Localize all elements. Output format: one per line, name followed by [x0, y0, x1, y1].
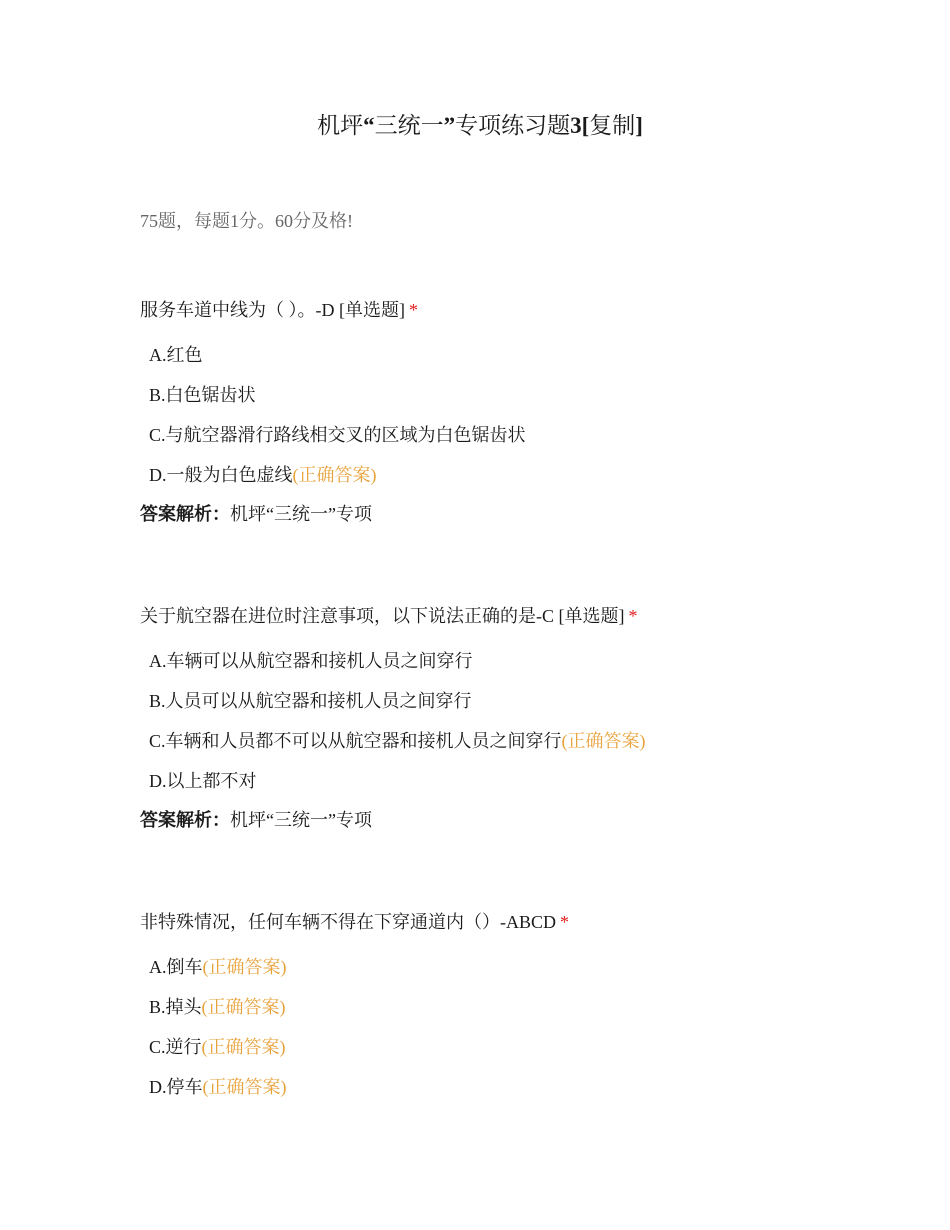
option-a[interactable] — [149, 649, 820, 673]
analysis-label: 答案解析： — [140, 810, 230, 830]
option-c[interactable] — [149, 423, 820, 447]
question-2 — [140, 604, 820, 832]
option-a[interactable] — [149, 955, 820, 979]
option-b[interactable] — [149, 995, 820, 1019]
option-label: C.车辆和人员都不可以从航空器和接机人员之间穿行 — [149, 731, 562, 751]
answer-analysis — [140, 502, 820, 526]
page-title — [140, 111, 820, 141]
option-list — [140, 955, 820, 1099]
question-text — [140, 910, 820, 934]
option-c[interactable] — [149, 1035, 820, 1059]
required-mark: * — [628, 606, 638, 626]
option-label: D.一般为白色虚线 — [149, 465, 293, 485]
title-text-2: 三统一 — [374, 113, 444, 138]
option-d[interactable] — [149, 769, 820, 793]
question-text — [140, 298, 820, 322]
title-number: 3[ — [570, 113, 590, 138]
option-d[interactable] — [149, 1075, 820, 1099]
option-label: B.人员可以从航空器和接机人员之间穿行 — [149, 691, 472, 711]
correct-answer-mark: (正确答案) — [201, 1037, 286, 1057]
option-list — [140, 649, 820, 793]
option-label: B.白色锯齿状 — [149, 385, 256, 405]
option-label: B.掉头 — [149, 997, 202, 1017]
required-mark: * — [560, 912, 570, 932]
survey-description: 75题，每题1分。60分及格! — [140, 211, 353, 231]
title-quote-close: ” — [443, 113, 456, 138]
question-1 — [140, 298, 820, 526]
title-bracket-close: ] — [635, 113, 643, 138]
option-d[interactable] — [149, 463, 820, 487]
option-b[interactable] — [149, 383, 820, 407]
analysis-label: 答案解析： — [140, 504, 230, 524]
question-stem: 服务车道中线为（ ）。-D [单选题] — [140, 300, 405, 320]
option-label: D.以上都不对 — [149, 771, 257, 791]
question-text — [140, 604, 820, 628]
option-a[interactable] — [149, 343, 820, 367]
option-b[interactable] — [149, 689, 820, 713]
option-label: D.停车 — [149, 1077, 203, 1097]
title-text-1: 机坪 — [317, 113, 364, 138]
question-3 — [140, 910, 820, 1115]
correct-answer-mark: (正确答案) — [201, 997, 286, 1017]
option-label: A.红色 — [149, 345, 203, 365]
answer-analysis — [140, 808, 820, 832]
option-label: A.倒车 — [149, 957, 203, 977]
analysis-text: 机坪“三统一”专项 — [230, 810, 372, 830]
correct-answer-mark: (正确答案) — [202, 1077, 287, 1097]
title-text-3: 专项练习题 — [455, 113, 571, 138]
option-c[interactable] — [149, 729, 820, 753]
correct-answer-mark: (正确答案) — [202, 957, 287, 977]
question-stem: 关于航空器在进位时注意事项，以下说法正确的是-C [单选题] — [140, 606, 625, 626]
option-label: C.逆行 — [149, 1037, 202, 1057]
correct-answer-mark: (正确答案) — [561, 731, 646, 751]
required-mark: * — [408, 300, 418, 320]
option-label: C.与航空器滑行路线相交叉的区域为白色锯齿状 — [149, 425, 526, 445]
title-text-4: 复制 — [589, 113, 636, 138]
correct-answer-mark: (正确答案) — [292, 465, 377, 485]
title-quote-open: “ — [363, 113, 375, 138]
question-stem: 非特殊情况，任何车辆不得在下穿通道内（）-ABCD — [140, 912, 557, 932]
option-list — [140, 343, 820, 487]
option-label: A.车辆可以从航空器和接机人员之间穿行 — [149, 651, 473, 671]
analysis-text: 机坪“三统一”专项 — [230, 504, 372, 524]
